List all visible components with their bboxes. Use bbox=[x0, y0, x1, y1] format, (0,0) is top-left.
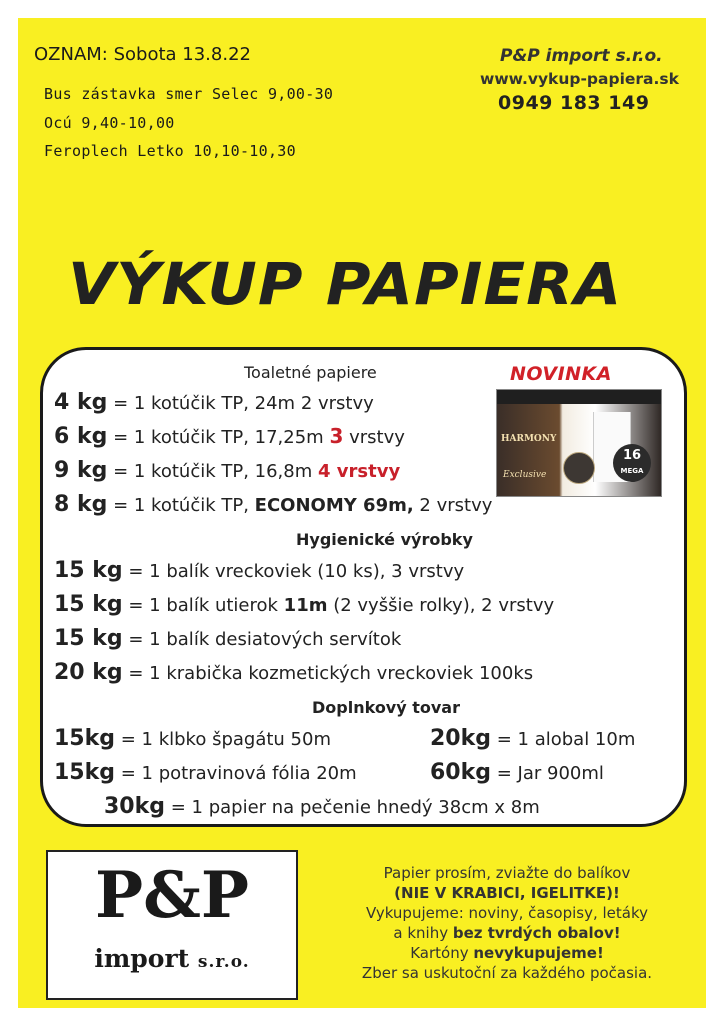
price-row bbox=[54, 660, 533, 685]
row-text: = 1 balík vreckoviek (10 ks), 3 vrstvy bbox=[122, 561, 465, 582]
price-row bbox=[54, 760, 357, 785]
price-row bbox=[54, 390, 374, 415]
novinka-badge: NOVINKA bbox=[510, 363, 612, 385]
weight-value: 60kg bbox=[430, 760, 491, 785]
product-count-label: MEGA bbox=[620, 467, 644, 475]
weight-value: 20kg bbox=[430, 726, 491, 751]
weight-value: 15kg bbox=[54, 726, 115, 751]
weight-value: 4 kg bbox=[54, 390, 108, 415]
note-line: Zber sa uskutoční za každého počasia. bbox=[361, 964, 653, 982]
note-line: Vykupujeme: noviny, časopisy, letáky bbox=[365, 904, 649, 922]
row-text: = 1 klbko špagátu 50m bbox=[115, 729, 331, 750]
note-bold: (NIE V KRABICI, IGELITKE)! bbox=[394, 884, 620, 902]
website-link[interactable]: www.vykup-papiera.sk bbox=[480, 70, 679, 88]
logo-main-text: P&P bbox=[94, 858, 250, 933]
row-text-end: 2 vrstvy bbox=[413, 495, 493, 516]
row-text: = 1 potravinová fólia 20m bbox=[115, 763, 357, 784]
section-heading-toilet: Toaletné papiere bbox=[244, 363, 377, 382]
row-text: = 1 balík desiatových servítok bbox=[122, 629, 402, 650]
note-line bbox=[318, 944, 696, 962]
row-text: = 1 kotúčik TP, 16,8m bbox=[107, 461, 318, 482]
product-brand: HARMONY bbox=[501, 434, 557, 444]
section-heading-hygiene: Hygienické výrobky bbox=[296, 530, 473, 549]
weight-value: 6 kg bbox=[54, 424, 108, 449]
schedule-stop-2: Ocú 9,40-10,00 bbox=[44, 114, 175, 132]
row-text: = 1 alobal 10m bbox=[491, 729, 636, 750]
poster bbox=[18, 18, 706, 1008]
row-text-end: (2 vyššie rolky), 2 vrstvy bbox=[327, 595, 555, 616]
price-row bbox=[54, 458, 400, 483]
note-bold: bez tvrdých obalov! bbox=[452, 924, 621, 942]
product-line: Exclusive bbox=[503, 470, 547, 480]
product-count-badge bbox=[613, 444, 651, 482]
weight-value: 9 kg bbox=[54, 458, 108, 483]
row-text: = Jar 900ml bbox=[491, 763, 604, 784]
weight-value: 15kg bbox=[54, 760, 115, 785]
price-row bbox=[54, 424, 405, 449]
logo-sub-text bbox=[48, 944, 296, 973]
row-text-end: vrstvy bbox=[343, 427, 405, 448]
phone-number[interactable]: 0949 183 149 bbox=[498, 92, 650, 114]
row-text: = 1 kotúčik TP, 24m 2 vrstvy bbox=[107, 393, 374, 414]
product-image bbox=[496, 389, 662, 497]
price-row bbox=[54, 592, 554, 617]
logo-import: import bbox=[94, 944, 190, 973]
schedule-stop-1: Bus zástavka smer Selec 9,00-30 bbox=[44, 85, 334, 103]
company-logo bbox=[46, 850, 298, 1000]
row-text: = 1 kotúčik TP, 17,25m bbox=[107, 427, 330, 448]
price-row bbox=[430, 760, 604, 785]
highlight-text: 3 bbox=[329, 424, 344, 448]
row-text: = 1 balík utierok bbox=[122, 595, 284, 616]
company-name: P&P import s.r.o. bbox=[500, 46, 663, 66]
weight-value: 15 kg bbox=[54, 626, 123, 651]
weight-value: 20 kg bbox=[54, 660, 123, 685]
product-seal bbox=[563, 452, 595, 484]
announcement-date: OZNAM: Sobota 13.8.22 bbox=[34, 44, 251, 65]
weight-value: 15 kg bbox=[54, 592, 123, 617]
note-line bbox=[318, 884, 696, 902]
note-line: Papier prosím, zviažte do balíkov bbox=[383, 864, 631, 882]
row-text: = 1 papier na pečenie hnedý 38cm x 8m bbox=[165, 797, 540, 818]
note-bold: nevykupujeme! bbox=[473, 944, 604, 962]
note-text: a knihy bbox=[393, 924, 453, 942]
section-heading-extra: Doplnkový tovar bbox=[312, 698, 460, 717]
note-line bbox=[318, 924, 696, 942]
price-row bbox=[54, 626, 401, 651]
note-text: Kartóny bbox=[410, 944, 474, 962]
product-top-band bbox=[497, 390, 661, 404]
price-row bbox=[54, 492, 492, 517]
schedule-stop-3: Feroplech Letko 10,10-10,30 bbox=[44, 142, 296, 160]
price-row bbox=[54, 558, 464, 583]
price-row bbox=[54, 726, 331, 751]
product-count: 16 bbox=[622, 448, 642, 463]
row-text: = 1 kotúčik TP, bbox=[107, 495, 255, 516]
bold-text: ECONOMY 69m, bbox=[254, 495, 414, 516]
headline: VÝKUP PAPIERA bbox=[68, 250, 623, 318]
weight-value: 8 kg bbox=[54, 492, 108, 517]
highlight-text: 4 vrstvy bbox=[318, 461, 401, 482]
weight-value: 30kg bbox=[104, 794, 165, 819]
price-row bbox=[430, 726, 635, 751]
row-text: = 1 krabička kozmetických vreckoviek 100ks bbox=[122, 663, 534, 684]
price-row bbox=[104, 794, 540, 819]
weight-value: 15 kg bbox=[54, 558, 123, 583]
bold-text: 11m bbox=[283, 595, 328, 616]
logo-suffix: s.r.o. bbox=[197, 952, 250, 972]
